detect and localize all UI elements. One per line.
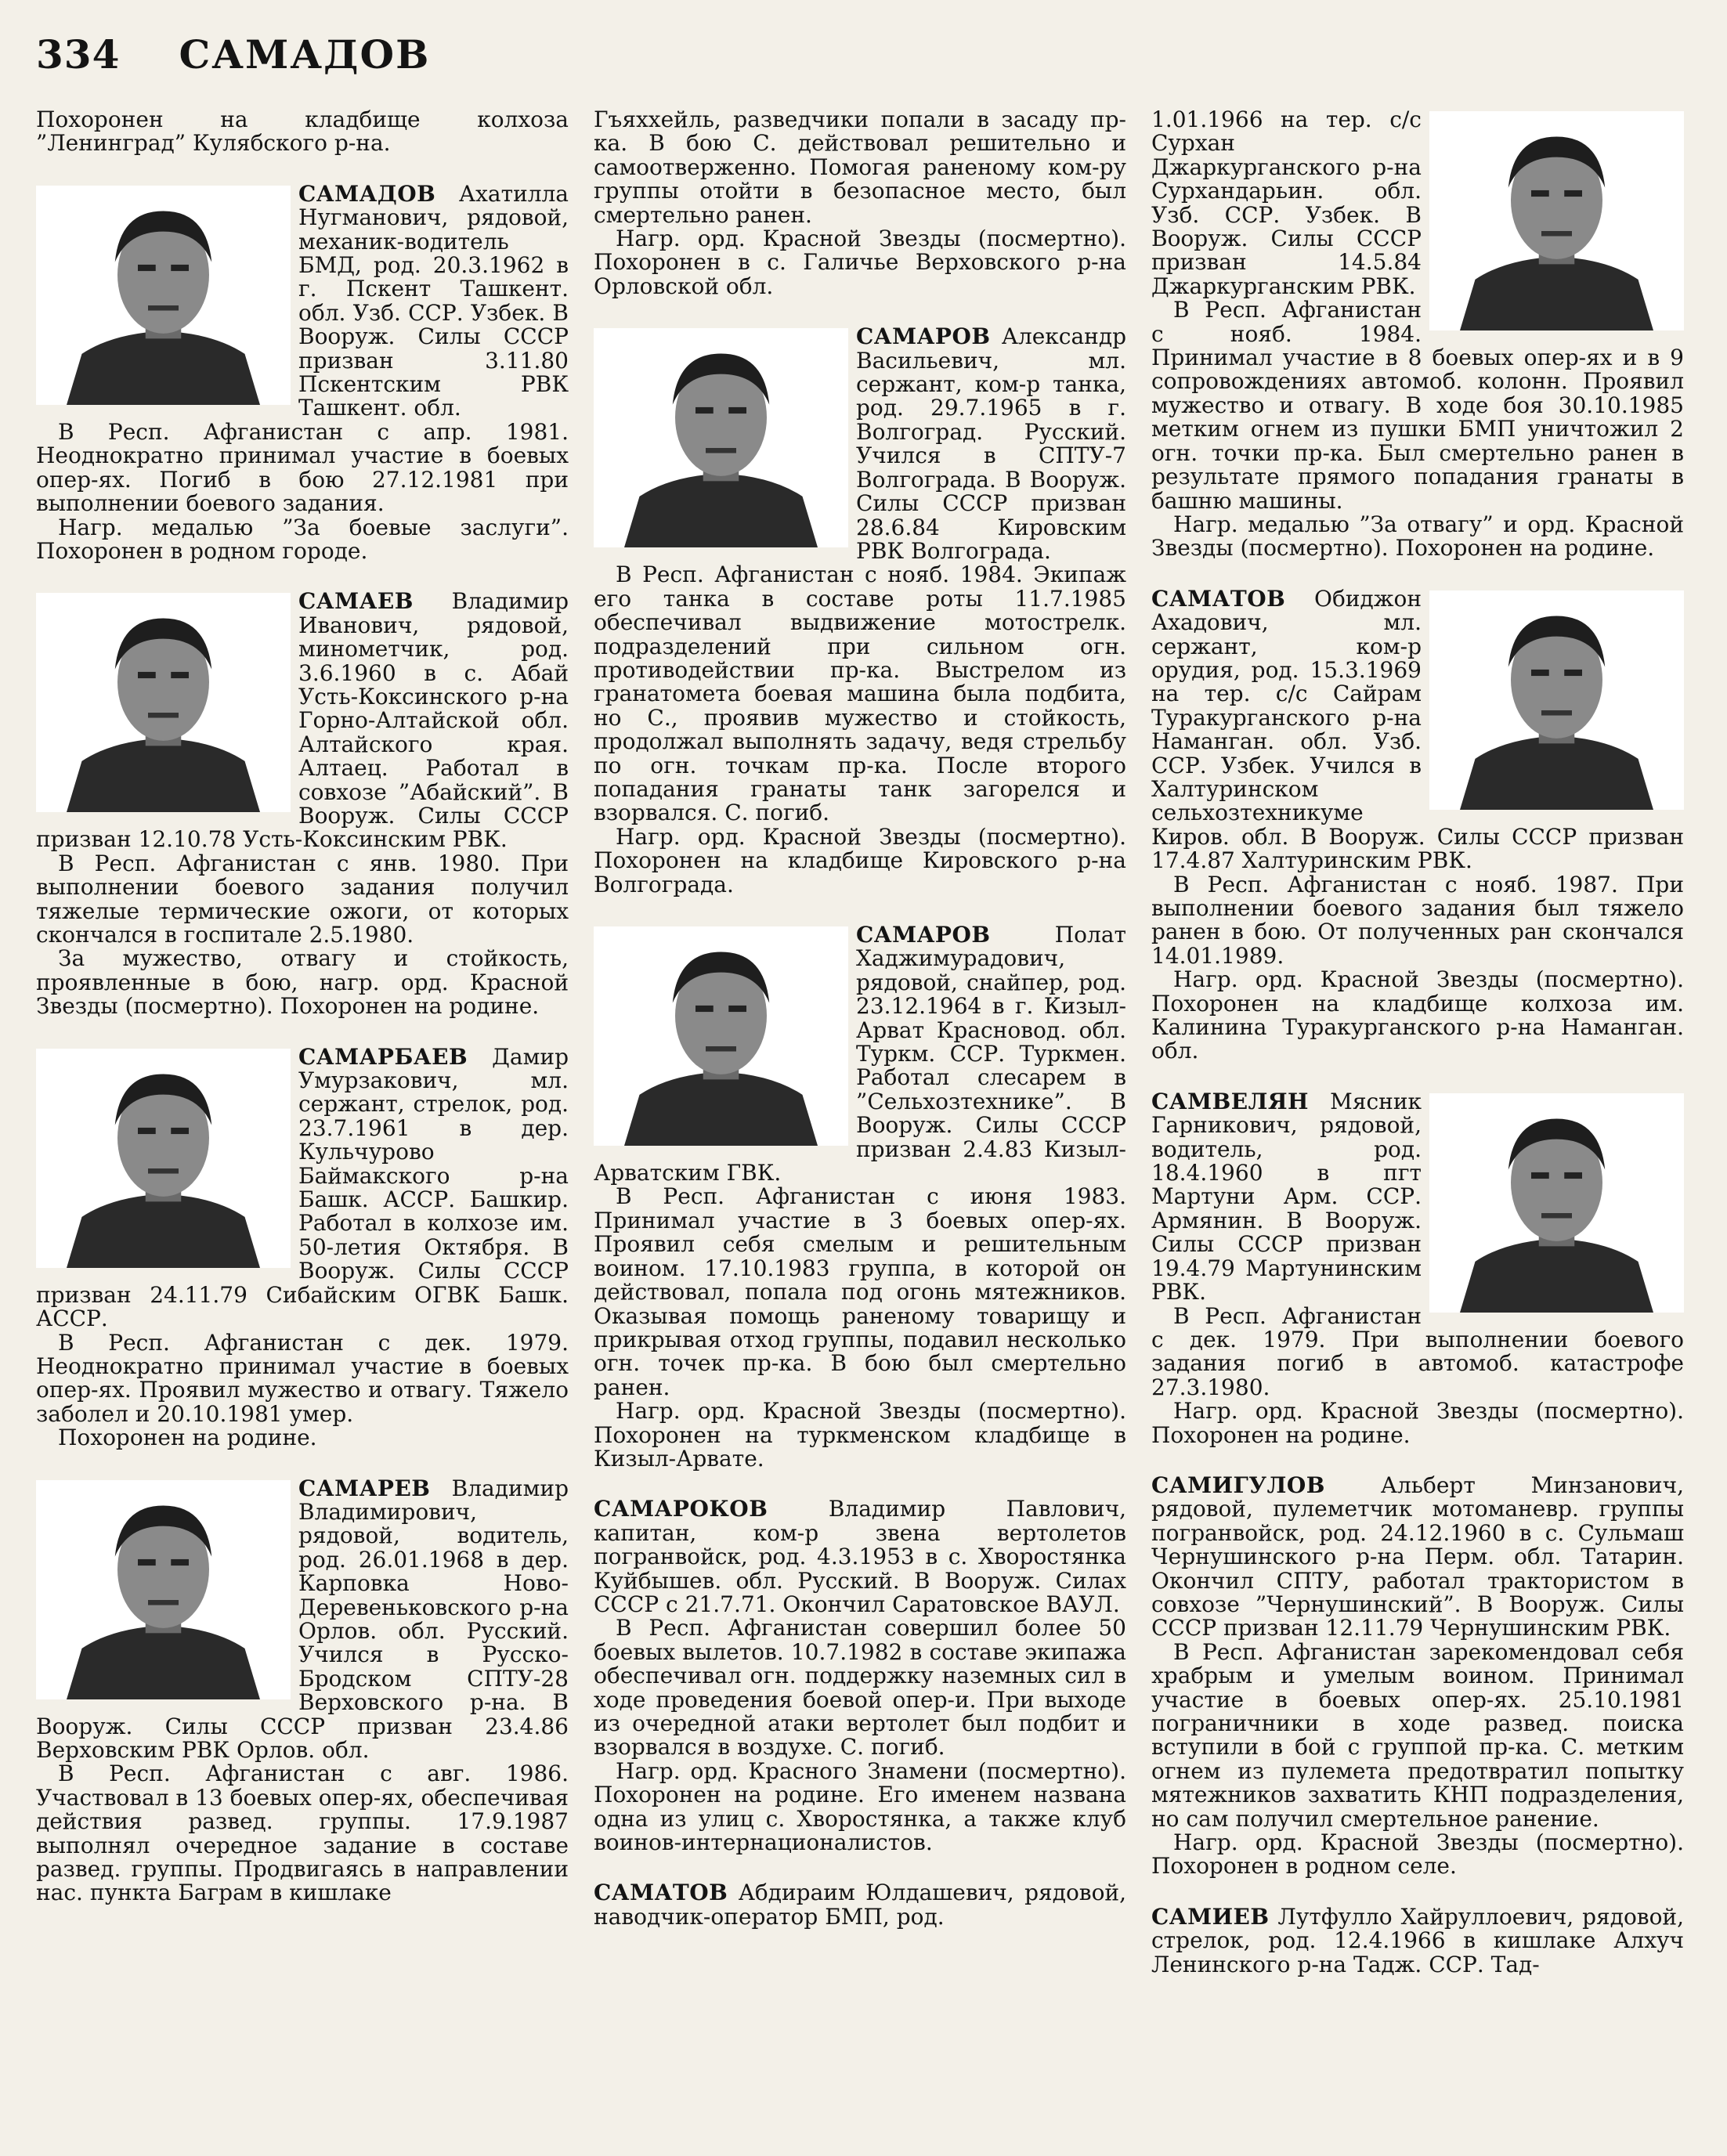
portrait-photo bbox=[594, 926, 848, 1146]
page-header bbox=[36, 31, 430, 86]
entry-самаров bbox=[594, 325, 1126, 897]
portrait-photo bbox=[594, 328, 848, 547]
entry-paragraph: Лутфулло Хайруллоевич, рядовой, стрелок, род. 12.4.1966 в кишлаке Алхуч Ленинского р-на Тадж. ССР. Тад- bbox=[1151, 1903, 1684, 1977]
entry-paragraph: В Респ. Афганистан с дек. 1979. Неоднократно принимал участие в боевых опер-ях. Проявил мужество и отвагу. Тяжело заболел и 20.10.1981 умер. bbox=[36, 1329, 569, 1427]
entry-paragraph: В Респ. Афганистан с нояб. 1984. Принимал участие в 8 боевых опер-ях и в 9 сопровождениях автомоб. колонн. Проявил мужество и отвагу. В ходе боя 30.10.1985 метким огнем из пушки БМП уничтожил 2 огн. точки пр-ка. Был смертельно ранен в результате прямого попадания гранаты в башню машины. bbox=[1151, 297, 1684, 514]
column-1 bbox=[36, 108, 569, 2156]
entry-paragraph: В Респ. Афганистан с янв. 1980. При выполнении боевого задания получил тяжелые термические ожоги, от которых скончался в госпитале 2.5.1980. bbox=[36, 850, 569, 948]
entry-paragraph: В Респ. Афганистан с нояб. 1984. Экипаж его танка в составе роты 11.7.1985 обеспечивал выдвижение мотострелк. подразделений при сильном огн. противодействии пр-ка. Выстрелом из гранатомета боевая машина была подбита, но С., проявив мужество и стойкость, продолжал выполнять задачу, ведя стрельбу по огн. точкам пр-ка. После второго попадания гранаты танк загорелся и взорвался. С. погиб. bbox=[594, 562, 1126, 826]
entry-самарев bbox=[36, 1477, 569, 1905]
entry-continued bbox=[36, 108, 569, 156]
entry-саматов bbox=[1151, 587, 1684, 1064]
entry-paragraph: Нагр. орд. Красной Звезды (посмертно). Похоронен на кладбище колхоза им. Калинина Туракурганского р-на Наманган. обл. bbox=[1151, 966, 1684, 1064]
portrait-photo bbox=[1429, 590, 1684, 810]
entry-самигулов bbox=[1151, 1474, 1684, 1879]
entry-самаров bbox=[594, 923, 1126, 1471]
entry-paragraph: Нагр. медалью ”За отвагу” и орд. Красной Звезды (посмертно). Похоронен на родине. bbox=[1151, 511, 1684, 562]
entry-paragraph: Похоронен на кладбище колхоза ”Ленинград” Кулябского р-на. bbox=[36, 108, 569, 157]
entry-surname: САМАРОВ bbox=[856, 323, 991, 350]
portrait-photo bbox=[1429, 1093, 1684, 1313]
entry-paragraph: Нагр. орд. Красного Знамени (посмертно). Похоронен на родине. Его именем названа одна из улиц с. Хворостянка, а также клуб воинов-интернационалистов. bbox=[594, 1757, 1126, 1856]
entry-paragraph: Гъяххейль, разведчики попали в засаду пр-ка. В бою С. действовал решительно и самоотверженно. Помогая раненому ком-ру группы отойти в безопасное место, был смертельно ранен. bbox=[594, 108, 1126, 228]
entry-surname: САМВЕЛЯН bbox=[1151, 1088, 1309, 1114]
entry-surname: САМАТОВ bbox=[594, 1880, 728, 1906]
entry-paragraph: В Респ. Афганистан с апр. 1981. Неоднократно принимал участие в боевых опер-ях. Погиб в бою 27.12.1981 при выполнении боевого задания. bbox=[36, 418, 569, 517]
entry-paragraph: Дамир Умурзакович, мл. сержант, стрелок, род. 23.7.1961 в дер. Кульчурово Баймакского р-на Башк. АССР. Башкир. Работал в колхозе им. 50-летия Октября. В Вооруж. Силы СССР призван 24.11.79 Сибайским ОГВК Башк. АССР. bbox=[36, 1043, 569, 1332]
entry-paragraph: Нагр. орд. Красной Звезды (посмертно). Похоронен в родном селе. bbox=[1151, 1829, 1684, 1880]
entry-самарбаев bbox=[36, 1045, 569, 1450]
entry-самиев bbox=[1151, 1905, 1684, 1977]
entry-paragraph: Абдираим Юлдашевич, рядовой, наводчик-оператор БМП, род. bbox=[594, 1880, 1126, 1930]
entry-paragraph: Нагр. орд. Красной Звезды (посмертно). Похоронен на кладбище Кировского р-на Волгограда. bbox=[594, 823, 1126, 897]
entry-continued bbox=[1151, 108, 1684, 561]
portrait-photo bbox=[1429, 111, 1684, 330]
entry-paragraph: Владимир Иванович, рядовой, минометчик, род. 3.6.1960 в с. Абай Усть-Коксинского р-на Горно-Алтайской обл. Алтайского края. Алтаец. Работал в совхозе ”Абайский”. В Вооруж. Силы СССР призван 12.10.78 Усть-Коксинским РВК. bbox=[36, 588, 569, 853]
entry-surname: САМАЕВ bbox=[298, 588, 414, 615]
entry-surname: САМАРБАЕВ bbox=[298, 1043, 468, 1070]
entry-surname: САМАТОВ bbox=[1151, 585, 1286, 612]
running-title: САМАДОВ bbox=[179, 31, 431, 78]
portrait-photo bbox=[36, 186, 291, 405]
entry-continued bbox=[594, 108, 1126, 298]
entry-paragraph: За мужество, отвагу и стойкость, проявленные в бою, нагр. орд. Красной Звезды (посмертно). Похоронен на родине. bbox=[36, 945, 569, 1020]
column-2 bbox=[594, 108, 1126, 2156]
portrait-photo bbox=[36, 593, 291, 812]
page-number: 334 bbox=[36, 31, 121, 78]
entry-surname: САМАРЕВ bbox=[298, 1475, 431, 1501]
entry-самадов bbox=[36, 182, 569, 564]
entry-самаев bbox=[36, 590, 569, 1018]
entry-paragraph: Мясник Гарникович, рядовой, водитель, род. 18.4.1960 в пгт Мартуни Арм. ССР. Армянин. В Вооруж. Силы СССР призван 19.4.79 Мартунинским РВК. bbox=[1151, 1088, 1422, 1306]
entry-surname: САМАРОКОВ bbox=[594, 1496, 768, 1522]
entry-paragraph: Похоронен на родине. bbox=[58, 1425, 317, 1451]
entry-surname: САМИГУЛОВ bbox=[1151, 1472, 1325, 1498]
entry-paragraph: Обиджон Ахадович, мл. сержант, ком-р орудия, род. 15.3.1969 на тер. с/с Сайрам Туракурганского р-на Наманган. обл. Узб. ССР. Узбек. Учился в Халтуринском сельхозтехникуме Киров. обл. В Вооруж. Силы СССР призван 17.4.87 Халтуринским РВК. bbox=[1151, 585, 1684, 874]
entry-paragraph: Нагр. орд. Красной Звезды (посмертно). Похоронен в с. Галичье Верховского р-на Орловской обл. bbox=[594, 226, 1126, 299]
portrait-photo bbox=[36, 1049, 291, 1268]
entry-paragraph: 1.01.1966 на тер. с/с Сурхан Джаркурганского р-на Сурхандарьин. обл. Узб. ССР. Узбек. В Вооруж. Силы СССР призван 14.5.84 Джаркурганским РВК. bbox=[1151, 108, 1422, 299]
entry-surname: САМИЕВ bbox=[1151, 1903, 1270, 1930]
entry-paragraph: В Респ. Афганистан с дек. 1979. При выполнении боевого задания погиб в автомоб. катастрофе 27.3.1980. bbox=[1151, 1302, 1684, 1400]
entry-paragraph: Нагр. орд. Красной Звезды (посмертно). Похоронен на родине. bbox=[1151, 1398, 1684, 1448]
entry-paragraph: Владимир Павлович, капитан, ком-р звена вертолетов погранвойск, род. 4.3.1953 в с. Хворостянка Куйбышев. обл. Русский. В Вооруж. Силах СССР с 21.7.71. Окончил Саратовское ВАУЛ. bbox=[594, 1496, 1126, 1617]
entry-самароков bbox=[594, 1497, 1126, 1854]
entry-paragraph: В Респ. Афганистан совершил более 50 боевых вылетов. 10.7.1982 в составе экипажа обеспечивал огн. поддержку наземных сил в ходе проведения боевой опер-и. При выходе из очередной атаки вертолет был подбит и взорвался в воздухе. С. погиб. bbox=[594, 1615, 1126, 1761]
entry-paragraph: В Респ. Афганистан с июня 1983. Принимал участие в 3 боевых опер-ях. Проявил себя смелым и решительным воином. 17.10.1983 группа, в которой он действовал, попала под огонь мятежников. Оказывая помощь раненому товарищу и прикрывая отход группы, подавил несколько огн. точек пр-ка. В бою был смертельно ранен. bbox=[594, 1183, 1126, 1400]
entry-paragraph: Полат Хаджимурадович, рядовой, снайпер, род. 23.12.1964 в г. Кизыл-Арват Красновод. обл. Туркм. ССР. Туркмен. Работал слесарем в ”Сельхозтехнике”. В Вооруж. Силы СССР призван 2.4.83 Кизыл-Арватским ГВК. bbox=[594, 922, 1126, 1186]
entry-paragraph: В Респ. Афганистан с нояб. 1987. При выполнении боевого задания был тяжело ранен в бою. От полученных ран скончался 14.01.1989. bbox=[1151, 871, 1684, 969]
entry-surname: САМАДОВ bbox=[298, 180, 436, 207]
entry-paragraph: Александр Васильевич, мл. сержант, ком-р танка, род. 29.7.1965 в г. Волгоград. Русский. Учился в СПТУ-7 Волгограда. В Вооруж. Силы СССР призван 28.6.84 Кировским РВК Волгограда. bbox=[856, 323, 1126, 564]
entry-surname: САМАРОВ bbox=[856, 922, 991, 948]
entry-paragraph: Нагр. медалью ”За боевые заслуги”. Похоронен в родном городе. bbox=[36, 514, 569, 564]
entry-paragraph: Нагр. орд. Красной Звезды (посмертно). Похоронен на туркменском кладбище в Кизыл-Арвате. bbox=[594, 1398, 1126, 1472]
entry-paragraph: В Респ. Афганистан зарекомендовал себя храбрым и умелым воином. Принимал участие в боевых опер-ях. 25.10.1981 пограничники в ходе развед. поиска вступили в бой с группой пр-ка. С. метким огнем из пулемета предотвратил попытку мятежников захватить КНП подразделения, но сам получил смертельное ранение. bbox=[1151, 1638, 1684, 1832]
entry-paragraph: Альберт Минзанович, рядовой, пулеметчик мотоманевр. группы погранвойск, род. 24.12.1960 в с. Сульмаш Чернушинского р-на Перм. обл. Татарин. Окончил СПТУ, работал трактористом в совхозе ”Чернушинский”. В Вооруж. Силы СССР призван 12.11.79 Чернушинским РВК. bbox=[1151, 1472, 1684, 1641]
entry-саматов bbox=[594, 1881, 1126, 1929]
column-3 bbox=[1151, 108, 1684, 2156]
entry-самвелян bbox=[1151, 1090, 1684, 1447]
entry-paragraph: Ахатилла Нугманович, рядовой, механик-водитель БМД, род. 20.3.1962 в г. Пскент Ташкент. обл. Узб. ССР. Узбек. В Вооруж. Силы СССР призван 3.11.80 Пскентским РВК Ташкент. обл. bbox=[298, 180, 569, 421]
portrait-photo bbox=[36, 1480, 291, 1699]
entry-paragraph: Владимир Владимирович, рядовой, водитель, род. 26.01.1968 в дер. Карповка Ново-Деревеньковского р-на Орлов. обл. Русский. Учился в Русско-Бродском СПТУ-28 Верховского р-на. В Вооруж. Силы СССР призван 23.4.86 Верховским РВК Орлов. обл. bbox=[36, 1475, 569, 1763]
entry-paragraph: В Респ. Афганистан с авг. 1986. Участвовал в 13 боевых опер-ях, обеспечивая действия развед. группы. 17.9.1987 выполнял очередное задание в составе развед. группы. Продвигаясь в направлении нас. пункта Баграм в кишлаке bbox=[36, 1761, 569, 1906]
